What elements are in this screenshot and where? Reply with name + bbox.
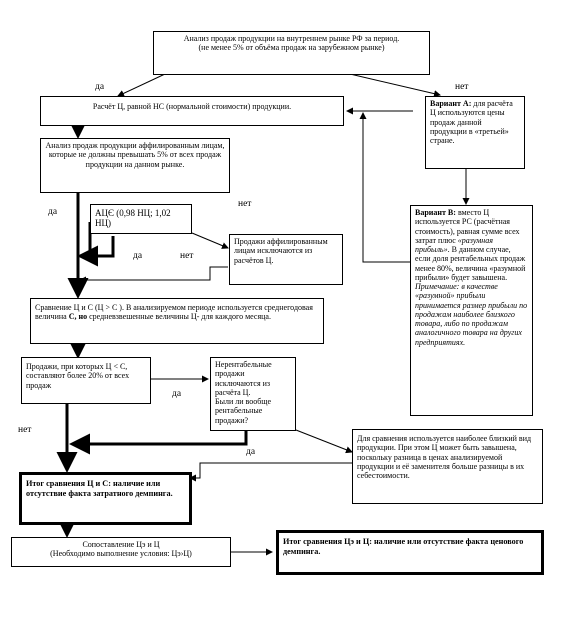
calc-nc-box: Расчёт Ц, равной НС (нормальной стоимости) продукции.	[40, 96, 344, 126]
result-price-box: Итог сравнения Цэ и Ц: наличие или отсутствие факта ценового демпинга.	[276, 530, 544, 575]
variant-a-box	[425, 96, 525, 169]
label-yes-2: да	[48, 207, 58, 217]
arrow-excluded-to-main	[80, 267, 228, 280]
label-yes-5: да	[246, 447, 256, 457]
compare-box	[30, 298, 324, 344]
arrow-unprofitable-to-similar	[296, 430, 352, 452]
excluded-affiliated-box: Продажи аффилированным лицам исключаются из расчётов Ц.	[229, 234, 343, 285]
variant-b-text-2: . В данном случае, если доля рентабельных продаж менее 80%, величина «разумной прибыли» будет завышена.	[415, 245, 526, 282]
below-cost-box: Продажи, при которых Ц < С, составляют более 20% от всех продаж	[21, 357, 151, 404]
variant-b-box	[410, 205, 533, 416]
arrow-similar-to-result	[190, 463, 352, 478]
start-box: Анализ продаж продукции на внутреннем рынке РФ за период. (не менее 5% от объёма продаж на зарубежном рынке)	[153, 31, 430, 75]
arrow-unprofitable-to-result	[72, 430, 246, 444]
unprofitable-box: Нерентабельные продажи исключаются из расчёта Ц. Были ли вообще рентабельные продажи?	[210, 357, 296, 431]
variant-a-text: для расчёта Ц используются цены продаж данной продукции в «третьей» стране.	[430, 99, 513, 146]
arrow-start-to-calc	[118, 74, 165, 96]
compare-export-box: Сопоставление Цэ и Ц (Необходимо выполнение условия: Цэ›Ц)	[11, 537, 231, 567]
variant-a-title: Вариант А:	[430, 99, 472, 108]
affiliated-box: Анализ продаж продукции аффилированным лицам, которые не должны превышать 5% от всех продаж продукции на данном рынке.	[40, 138, 230, 193]
arrow-start-to-variant-a	[350, 74, 440, 95]
compare-bold: С, но	[68, 312, 88, 322]
label-yes-3: да	[133, 251, 143, 261]
variant-b-title: Вариант В:	[415, 208, 456, 217]
label-no-1: нет	[455, 82, 469, 92]
arrow-ratio-to-excluded	[192, 233, 228, 248]
similar-product-box: Для сравнения используется наиболее близкий вид продукции. При этом Ц может быть завышена, поскольку разница в ценах анализируемой продукции и её заменителя больше разницы в их себестоимости.	[352, 429, 543, 504]
label-no-3: нет	[180, 251, 194, 261]
arrow-variant-b-to-calc	[363, 113, 410, 262]
label-no-2: нет	[238, 199, 252, 209]
label-yes-4: да	[172, 389, 182, 399]
label-no-4: нет	[18, 425, 32, 435]
result-cost-box: Итог сравнения Ц и С: наличие или отсутствие факта затратного демпинга.	[19, 472, 192, 525]
variant-b-note: Примечание: в качестве «разумной» прибыли принимается размер прибыли по продажам наиболее близкого товара, либо по продажам аналогичного товара на других предприятиях.	[415, 282, 528, 347]
label-yes-1: да	[95, 82, 105, 92]
compare-text-1: Сравнение Ц и С (Ц > С ). В анализируемом периоде используется среднегодовая величина	[35, 303, 313, 322]
variant-b-italic-1: «разумная прибыль»	[415, 235, 493, 255]
compare-text-2: средневзвешенные величины Ц- для каждого месяца.	[87, 312, 271, 322]
variant-b-text-1: вместо Ц используется РС (расчётная стоимость), равная сумме всех затрат плюс	[415, 208, 520, 245]
ratio-box: АЦЄ (0,98 НЦ; 1,02 НЦ)	[90, 204, 192, 234]
